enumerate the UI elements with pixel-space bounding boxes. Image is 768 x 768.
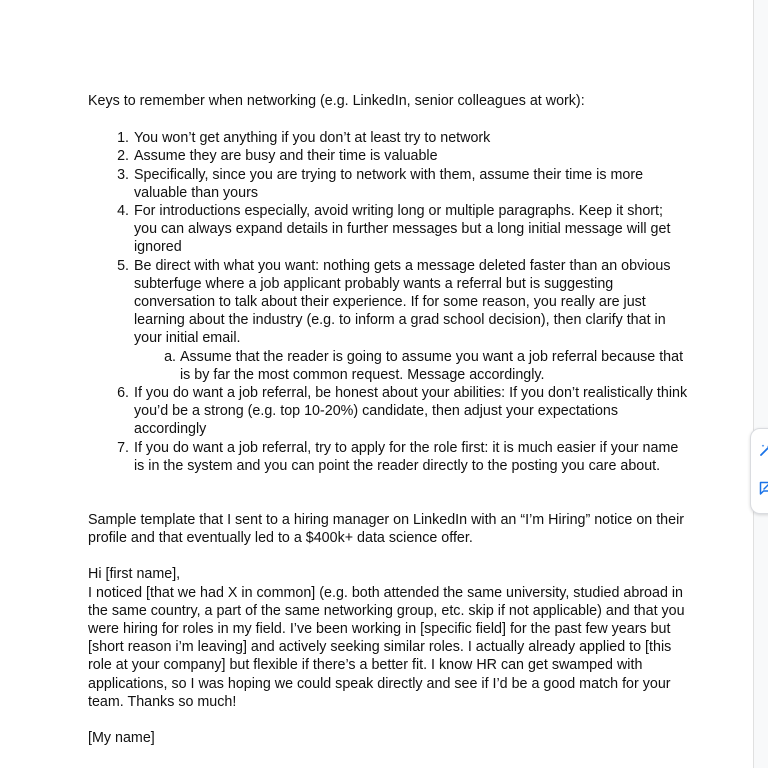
- list-item: 7. If you do want a job referral, try to apply for the role first: it is much easier if your name is in the system and you can point the reader directly to the posting you care about.: [133, 439, 688, 475]
- networking-keys-list: [88, 129, 688, 475]
- side-action-panel: [750, 428, 768, 514]
- list-item: 5. Be direct with what you want: nothing gets a message deleted faster than an obvious subterfuge where a job applicant probably wants a referral but is suggesting conversation to talk about their experience. If for some reason, you really are just learning about the industry (e.g. to inform a grad school decision), then clarify that in your initial email. a. Assume that the reader is going to assume you want a job referral because that is by far the most common request. Message accordingly.: [133, 257, 688, 384]
- sub-list: [134, 348, 688, 384]
- list-item: 6. If you do want a job referral, be honest about your abilities: If you don’t realistically think you’d be a strong (e.g. top 10-20%) candidate, then adjust your expectations accordingly: [133, 384, 688, 439]
- message-body: I noticed [that we had X in common] (e.g. both attended the same university, studied abroad in the same country, a part of the same networking group, etc. skip if not applicable) and that you were hiring for roles in my field. I’ve been working in [specific field] for the past few years but [short reason i’m leaving] and actively seeking similar roles. I actually already applied to [this role at your company] but flexible if there’s a better fit. I know HR can get swamped with applications, so I was hoping we could speak directly and see if I’d be a good match for your team. Thanks so much!: [88, 584, 685, 710]
- sub-list-item: a. Assume that the reader is going to assume you want a job referral because that is by far the most common request. Message accordingly.: [180, 348, 688, 384]
- message-greeting: Hi [first name],: [88, 566, 181, 583]
- list-item: 4. For introductions especially, avoid writing long or multiple paragraphs. Keep it short; you can always expand details in further messages but a long initial message will get ignored: [133, 202, 688, 257]
- sparkle-edit-icon[interactable]: [759, 443, 768, 457]
- list-item: 2. Assume they are busy and their time is valuable: [133, 147, 688, 165]
- message-signature: [My name]: [88, 730, 155, 747]
- feedback-edit-icon[interactable]: [759, 481, 768, 495]
- document-body[interactable]: [88, 92, 688, 747]
- template-intro: Sample template that I sent to a hiring manager on LinkedIn with an “I’m Hiring” notice on their profile and that eventually led to a $400k+ data science offer.: [88, 512, 685, 547]
- networking-heading: Keys to remember when networking (e.g. LinkedIn, senior colleagues at work):: [88, 93, 585, 109]
- list-item: 1. You won’t get anything if you don’t at least try to network: [133, 129, 688, 147]
- list-item: 3. Specifically, since you are trying to network with them, assume their time is more valuable than yours: [133, 166, 688, 202]
